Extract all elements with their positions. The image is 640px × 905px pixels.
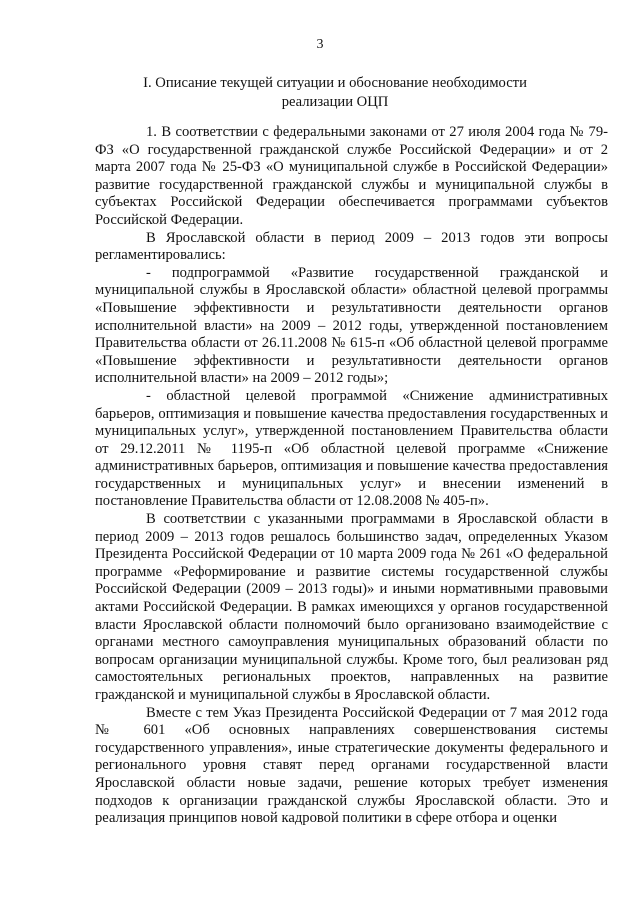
paragraph-4: Вместе с тем Указ Президента Российской Федерации от 7 мая 2012 года № 601 «Об основных направлениях совершенствования системы государственного управления», иные стратегические документы федерального и регионального уровня ставят перед органами государственной власти Ярославской области новые задачи, решение которых требует изменения подходов к организации гражданской службы Ярославской области. Это и реализация принципов новой кадровой политики в сфере отбора и оценки bbox=[95, 704, 608, 827]
document-body bbox=[95, 124, 608, 828]
page-number: 3 bbox=[316, 37, 324, 52]
list-item-2: - областной целевой программой «Снижение административных барьеров, оптимизация и повышение качества предоставления государственных и муниципальных услуг», утвержденной постановлением Правительства области от 29.12.2011 № 1195-п «Об областной целевой программе «Снижение административных барьеров, оптимизация и повышение качества предоставления государственных и муниципальных услуг» и внесении изменений в постановление Правительства области от 12.08.2008 № 405-п». bbox=[95, 387, 608, 510]
paragraph-2: В Ярославской области в период 2009 – 2013 годов эти вопросы регламентировались: bbox=[95, 229, 608, 264]
section-heading-line-1: I. Описание текущей ситуации и обоснование необходимости bbox=[143, 75, 527, 91]
section-heading bbox=[100, 74, 570, 112]
paragraph-1: 1. В соответствии с федеральными законами от 27 июля 2004 года № 79-ФЗ «О государственной гражданской службе Российской Федерации» и от 2 марта 2007 года № 25-ФЗ «О муниципальной службе в Российской Федерации» развитие государственной гражданской службы и муниципальной службы в субъектах Российской Федерации обеспечивается программами субъектов Российской Федерации. bbox=[95, 124, 608, 228]
list-item-1: - подпрограммой «Развитие государственной гражданской и муниципальной службы в Ярославской области» областной целевой программы «Повышение эффективности и результативности деятельности органов исполнительной власти» на 2009 – 2012 годы, утвержденной постановлением Правительства области от 26.11.2008 № 615-п «Об областной целевой программе «Повышение эффективности и результативности деятельности органов исполнительной власти» на 2009 – 2012 годы»; bbox=[95, 264, 608, 387]
paragraph-3: В соответствии с указанными программами в Ярославской области в период 2009 – 2013 годов решалось большинство задач, определенных Указом Президента Российской Федерации от 10 марта 2009 года № 261 «О федеральной программе «Реформирование и развитие системы государственной службы Российской Федерации (2009 – 2013 годы)» и иными нормативными правовыми актами Российской Федерации. В рамках имеющихся у органов государственной власти Ярославской области полномочий было организовано взаимодействие с органами местного самоуправления муниципальных образований области по вопросам организации муниципальной службы. Кроме того, был реализован ряд самостоятельных региональных проектов, направленных на развитие гражданской и муниципальной службы в Ярославской области. bbox=[95, 511, 608, 703]
section-heading-line-2: реализации ОЦП bbox=[281, 94, 389, 110]
